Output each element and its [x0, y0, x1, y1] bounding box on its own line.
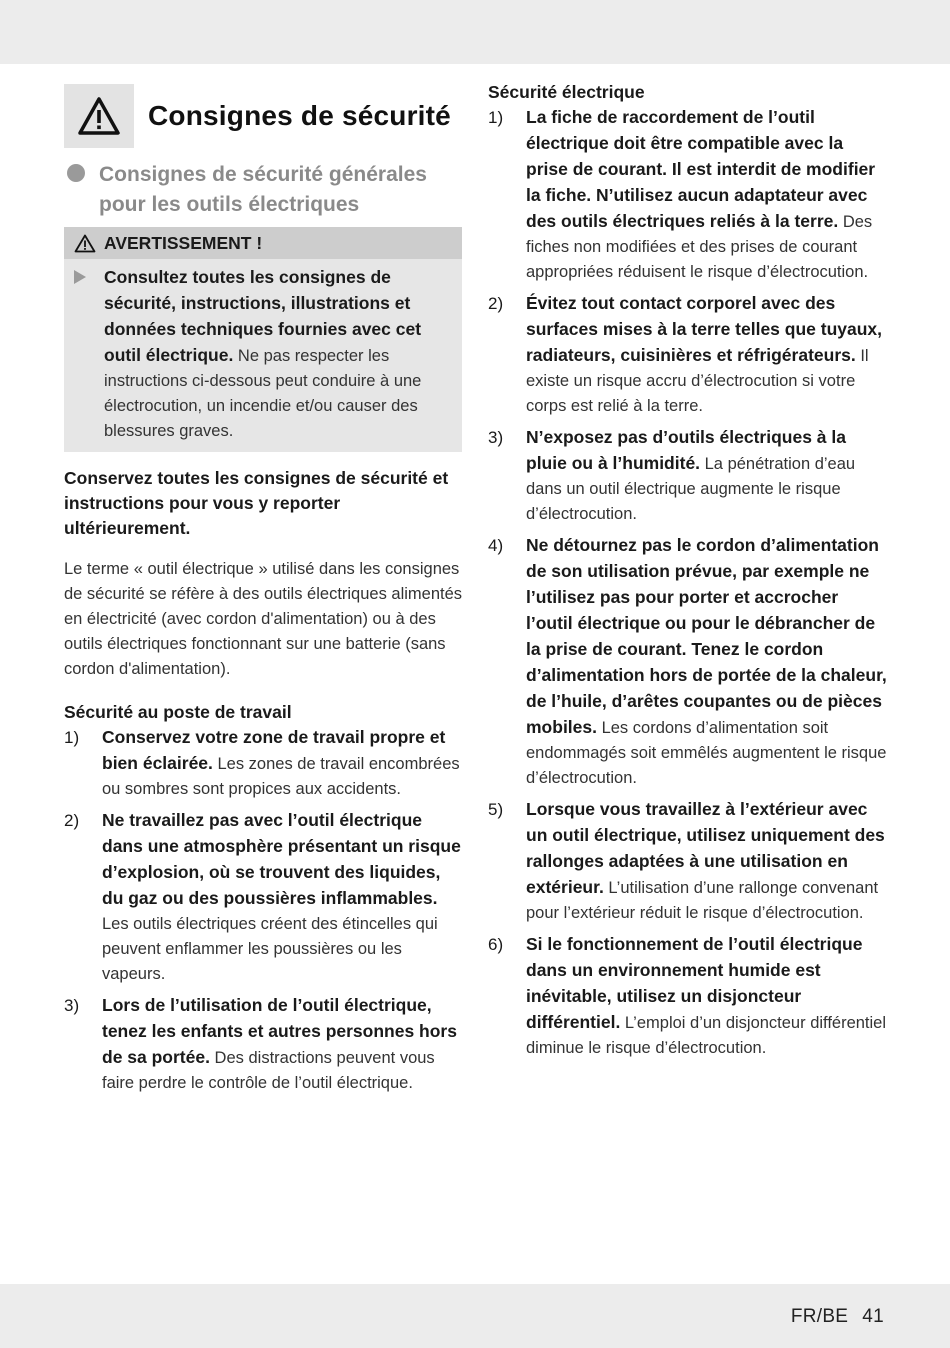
list-item	[64, 993, 464, 1096]
item-number: 2)	[64, 811, 80, 830]
item-text	[526, 533, 888, 791]
item-bold-text: Conservez votre zone de travail propre et bien éclairée.	[102, 727, 446, 773]
warning-normal-text: Ne pas respecter les instructions ci-dessous peut conduire à une électrocution, un incendie et/ou causer des blessures graves.	[104, 347, 422, 440]
item-normal-text: L’utilisation d’une rallonge convenant pour l’extérieur réduit le risque d’électrocution.	[526, 879, 879, 922]
page-number: 41	[862, 1306, 884, 1327]
arrow-bullet-icon	[74, 270, 86, 284]
item-text	[526, 425, 888, 527]
item-normal-text: Il existe un risque accru d’électrocution si votre corps est relié à la terre.	[526, 347, 869, 415]
definition-text: Le terme « outil électrique » utilisé dans les consignes de sécurité se réfère à des outils électriques alimentés en électricité (avec cordon d'alimentation) ou à des outils électriques fonctionnant sur une batterie (sans cordon d'alimentation).	[64, 560, 463, 678]
warning-small-icon	[74, 234, 96, 253]
item-text	[526, 105, 888, 285]
item-text	[526, 797, 888, 926]
item-normal-text: Des distractions peuvent vous faire perdre le contrôle de l’outil électrique.	[102, 1049, 435, 1092]
item-normal-text: Les cordons d’alimentation soit endommagés soit emmêlés augmentent le risque d’électrocution.	[526, 719, 887, 787]
list-item	[488, 291, 888, 419]
item-normal-text: Des fiches non modifiées et des prises de courant appropriées réduisent le risque d’électrocution.	[526, 213, 873, 281]
item-text	[102, 993, 464, 1096]
warning-bold-text: Consultez toutes les consignes de sécurité, instructions, illustrations et données techniques fournies avec cet outil électrique.	[104, 267, 422, 365]
top-band	[0, 0, 950, 64]
list-item	[64, 725, 464, 802]
list-item	[488, 425, 888, 527]
item-bold-text: Lors de l’utilisation de l’outil électrique, tenez les enfants et autres personnes hors de sa portée.	[102, 995, 457, 1067]
item-bold-text: La fiche de raccordement de l’outil électrique doit être compatible avec la prise de courant. Il est interdit de modifier la fiche. N’utilisez aucun adaptateur avec des outils électriques reliés à la terre.	[526, 107, 876, 231]
item-number: 3)	[64, 996, 80, 1015]
item-bold-text: N’exposez pas d’outils électriques à la pluie ou à l’humidité.	[526, 427, 846, 473]
item-bold-text: Évitez tout contact corporel avec des surfaces mises à la terre telles que tuyaux, radiateurs, cuisinières et réfrigérateurs.	[526, 293, 883, 365]
item-normal-text: L’emploi d’un disjoncteur différentiel diminue le risque d’électrocution.	[526, 1014, 887, 1057]
footer-language: FR/BE	[790, 1306, 849, 1327]
item-number: 2)	[488, 294, 504, 313]
item-number: 4)	[488, 536, 504, 555]
list-item	[488, 797, 888, 926]
warning-header	[64, 227, 462, 259]
item-number: 1)	[64, 728, 80, 747]
list-item	[64, 808, 464, 987]
item-text	[102, 808, 464, 987]
item-bold-text: Ne détournez pas le cordon d’alimentation de son utilisation prévue, par exemple ne l’utilisez pas pour porter et accrocher l’outil électrique ou pour le débrancher de la prise de courant. Tenez le cordon d’alimentation hors de portée de la chaleur, de l’huile, d’arêtes coupantes ou de pièces mobiles.	[526, 535, 887, 737]
item-bold-text: Ne travaillez pas avec l’outil électrique dans une atmosphère présentant un risque d’explosion, où se trouvent des liquides, du gaz ou des poussières inflammables.	[102, 810, 461, 908]
list-item	[488, 932, 888, 1061]
item-bold-text: Si le fonctionnement de l’outil électrique dans un environnement humide est inévitable, utilisez un disjoncteur différentiel.	[526, 934, 863, 1032]
subsection-header	[64, 160, 464, 219]
keep-notice: Conservez toutes les consignes de sécurité et instructions pour vous y reporter ultérieurement.	[64, 468, 449, 538]
item-normal-text: Les zones de travail encombrées ou sombres sont propices aux accidents.	[102, 755, 460, 798]
warning-panel	[64, 227, 462, 452]
item-number: 6)	[488, 935, 504, 954]
item-number: 3)	[488, 428, 504, 447]
page-title: Consignes de sécurité	[148, 100, 451, 131]
warning-text	[104, 265, 452, 444]
warning-triangle-icon	[77, 96, 121, 136]
page-footer	[777, 1306, 884, 1328]
item-text	[526, 932, 888, 1061]
warning-label: AVERTISSEMENT !	[104, 232, 263, 253]
item-number: 5)	[488, 800, 504, 819]
item-normal-text: La pénétration d’eau dans un outil électrique augmente le risque d’électrocution.	[526, 455, 856, 523]
item-number: 1)	[488, 108, 504, 127]
right-column	[488, 80, 888, 1061]
left-column	[64, 84, 464, 1096]
electrical-heading: Sécurité électrique	[488, 82, 645, 102]
item-bold-text: Lorsque vous travaillez à l’extérieur avec un outil électrique, utilisez uniquement des rallonges adaptées à une utilisation en extérieur.	[526, 799, 885, 897]
workplace-heading: Sécurité au poste de travail	[64, 702, 292, 722]
title-row	[64, 84, 464, 148]
warning-icon-box	[64, 84, 134, 148]
bullet-dot-icon	[67, 164, 85, 182]
item-text	[102, 725, 464, 802]
list-item	[488, 533, 888, 791]
item-normal-text: Les outils électriques créent des étincelles qui peuvent enflammer les poussières ou les vapeurs.	[102, 915, 438, 983]
subsection-title: Consignes de sécurité générales pour les outils électriques	[99, 163, 427, 216]
warning-body	[64, 259, 462, 452]
item-text	[526, 291, 888, 419]
list-item	[488, 105, 888, 285]
